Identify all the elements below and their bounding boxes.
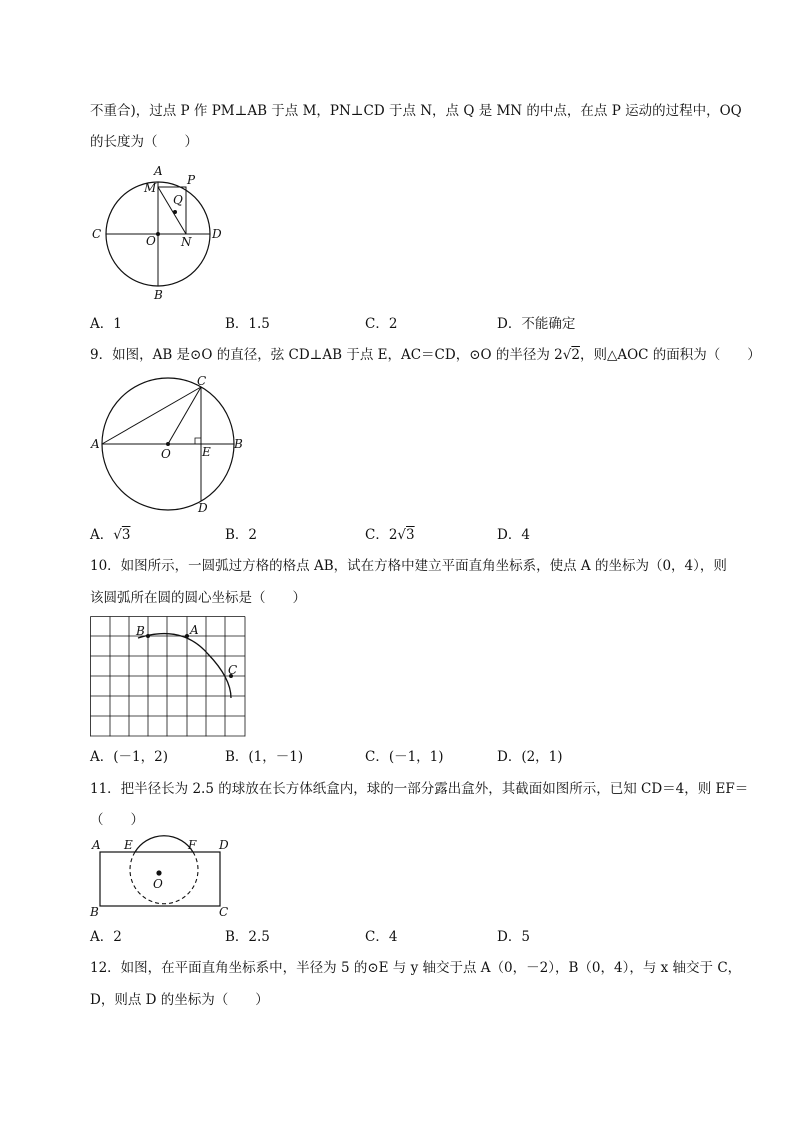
q8-label-a: A — [154, 164, 163, 178]
q11-text-line2: （ ） — [90, 812, 144, 828]
q9-option-c: C．2√3 — [365, 527, 415, 543]
q8-label-o: O — [146, 234, 156, 248]
q8-text-line1: 不重合)，过点 P 作 PM⊥AB 于点 M，PN⊥CD 于点 N，点 Q 是 MN 的中点，在点 P 运动的过程中，OQ — [90, 103, 742, 119]
q11-label-d: D — [219, 838, 229, 852]
q9-label-o: O — [161, 447, 171, 461]
q9-label-a: A — [91, 437, 100, 451]
q10-option-b: B．(1，－1) — [225, 749, 304, 765]
q9-option-c-prefix: C．2 — [365, 527, 398, 543]
q11-label-a: A — [92, 838, 101, 852]
q9-circle-diagram — [88, 372, 253, 517]
q12-text-line2: D，则点 D 的坐标为（ ） — [90, 992, 269, 1008]
q8-label-n: N — [181, 235, 192, 249]
q11-option-a: A．2 — [90, 929, 122, 945]
q8-label-q: Q — [173, 193, 183, 207]
q8-label-d: D — [212, 227, 222, 241]
q10-option-c: C．(－1，1) — [365, 749, 444, 765]
q8-label-m: M — [144, 181, 157, 195]
q10-label-b: B — [136, 624, 145, 638]
q10-label-a: A — [190, 623, 199, 637]
q11-option-c: C．4 — [365, 929, 398, 945]
q8-option-a: A．1 — [90, 316, 122, 332]
q9-option-a-radicand: 3 — [121, 527, 131, 543]
q9-option-c-radicand: 3 — [406, 527, 415, 543]
q8-label-p: P — [187, 173, 196, 187]
q9-option-a: A．√3 — [90, 527, 131, 543]
q9-label-e: E — [202, 445, 211, 459]
q10-text-line2: 该圆弧所在圆的圆心坐标是（ ） — [90, 590, 306, 606]
q9-text-post: ，则△AOC 的面积为（ ） — [579, 347, 761, 363]
q8-label-c: C — [92, 227, 102, 241]
q8-option-d: D．不能确定 — [497, 316, 576, 332]
q12-text-line1: 12．如图，在平面直角坐标系中，半径为 5 的⊙E 与 y 轴交于点 A（0，－2），B（0，4），与 x 轴交于 C， — [90, 960, 742, 976]
q10-option-d: D．(2，1) — [497, 749, 563, 765]
q9-option-d: D．4 — [497, 527, 530, 543]
q9-option-b: B．2 — [225, 527, 258, 543]
q11-option-b: B．2.5 — [225, 929, 270, 945]
q10-text-line1: 10．如图所示，一圆弧过方格的格点 AB，试在方格中建立平面直角坐标系，使点 A 的坐标为（0，4），则 — [90, 558, 727, 574]
q11-label-c: C — [219, 905, 229, 919]
q11-option-d: D．5 — [497, 929, 530, 945]
q8-text-line2: 的长度为（ ） — [90, 134, 198, 150]
q11-label-e: E — [124, 838, 133, 852]
q11-label-f: F — [188, 838, 197, 852]
q11-box-diagram — [88, 833, 238, 921]
q9-option-a-prefix: A． — [90, 527, 114, 543]
q9-label-c: C — [197, 374, 207, 388]
q9-text-line1: 9．如图，AB 是⊙O 的直径，弦 CD⊥AB 于点 E，AC＝CD，⊙O 的半径为 2√2，则△AOC 的面积为（ ） — [90, 347, 761, 363]
q9-label-d: D — [198, 501, 208, 515]
q11-label-b: B — [90, 905, 99, 919]
q10-label-c: C — [228, 663, 238, 677]
q11-label-o: O — [153, 877, 163, 891]
q8-option-b: B．1.5 — [225, 316, 270, 332]
q8-option-c: C．2 — [365, 316, 398, 332]
q9-label-b: B — [234, 437, 243, 451]
q10-grid-diagram — [90, 616, 250, 740]
q11-text-line1: 11．把半径长为 2.5 的球放在长方体纸盒内，球的一部分露出盒外，其截面如图所示，已知 CD＝4，则 EF＝ — [90, 781, 749, 797]
q10-option-a: A．(－1，2) — [90, 749, 168, 765]
q9-radicand: 2 — [571, 347, 580, 363]
q9-text-pre: 9．如图，AB 是⊙O 的直径，弦 CD⊥AB 于点 E，AC＝CD，⊙O 的半径为 2 — [90, 347, 563, 363]
q8-circle-diagram — [88, 160, 238, 305]
q8-label-b: B — [154, 288, 163, 302]
